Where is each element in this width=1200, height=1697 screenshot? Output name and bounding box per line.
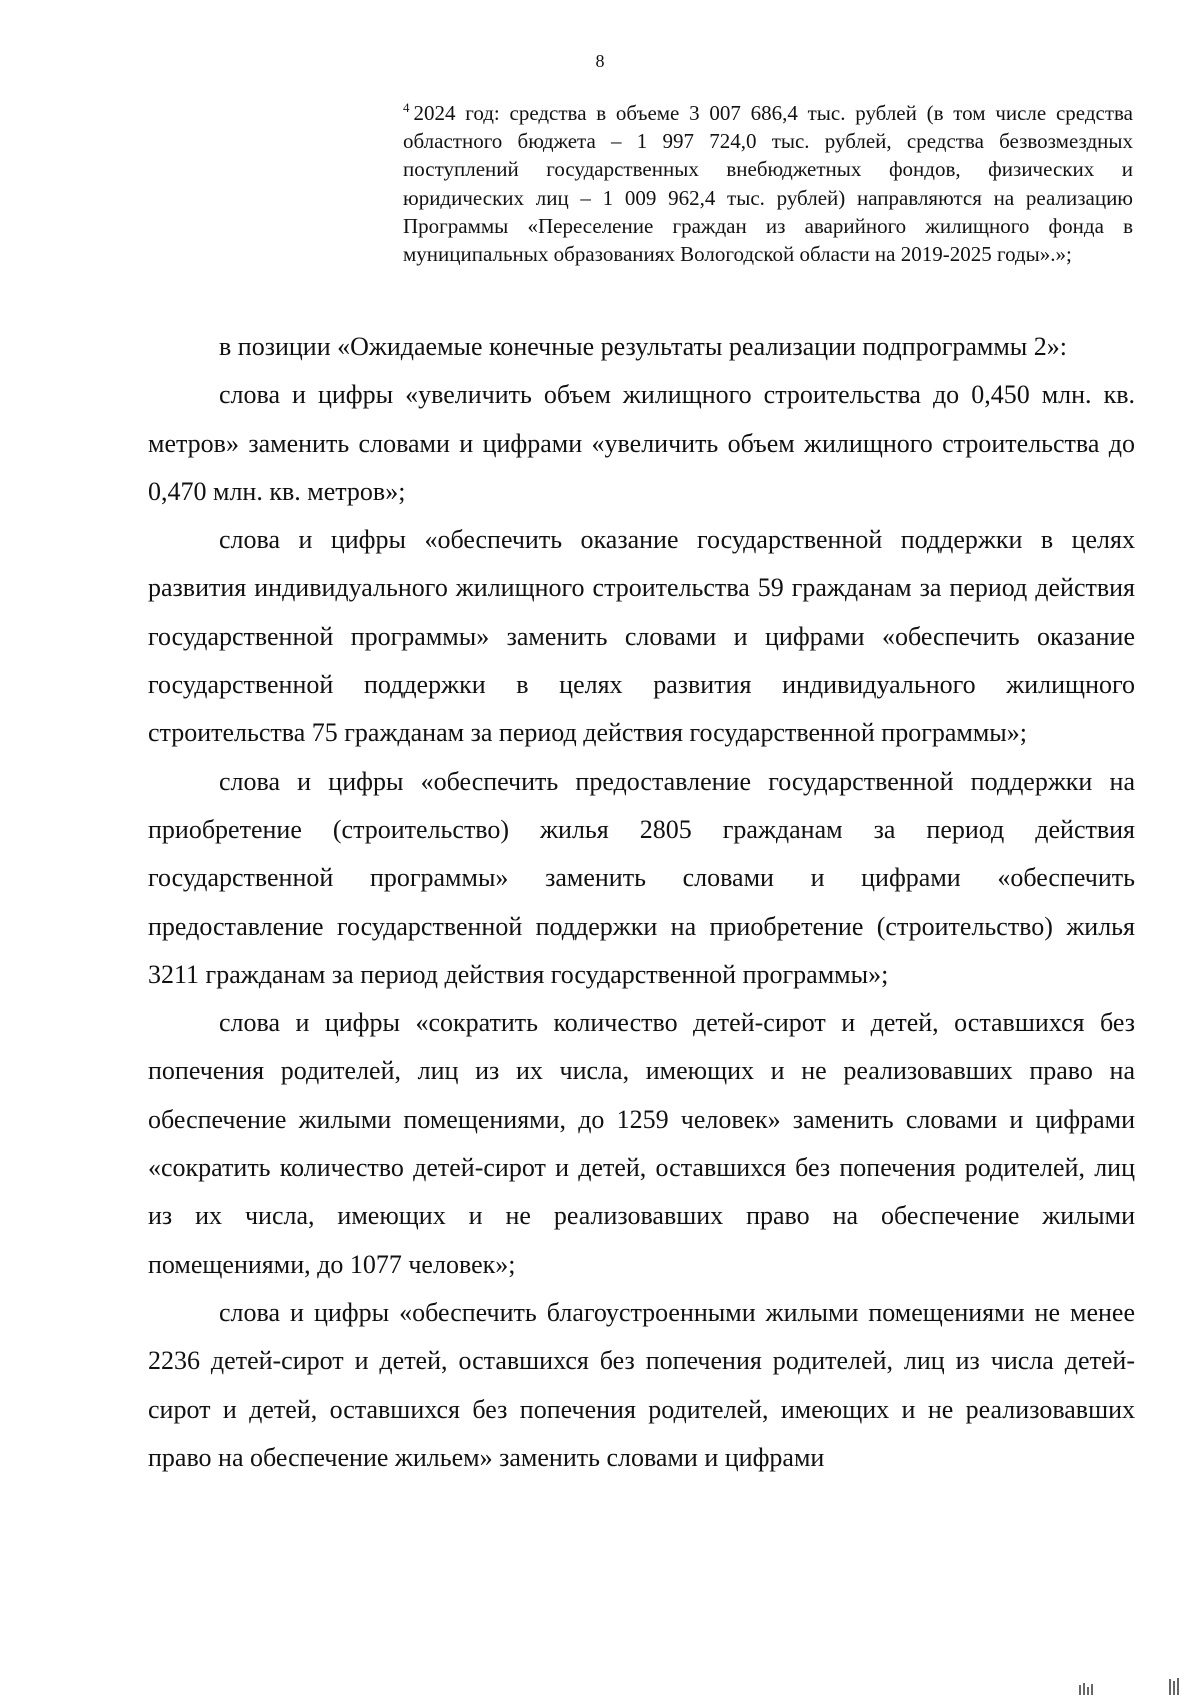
- footnote: [403, 94, 1133, 268]
- paragraph-position-heading: в позиции «Ожидаемые конечные результаты реализации подпрограммы 2»:: [219, 332, 1067, 361]
- paragraph-orphans-reduction: слова и цифры «сократить количество детей-сирот и детей, оставшихся без попечения родителей, лиц из их числа, имеющих и не реализовавших право на обеспечение жилыми помещениями, до 1259 человек» заменить словами и цифрами «сократить количество детей-сирот и детей, оставшихся без попечения родителей, лиц из их числа, имеющих и не реализовавших право на обеспечение жилыми помещениями, до 1077 человек»;: [148, 1008, 1135, 1279]
- page-number: 8: [595, 51, 605, 71]
- footnote-marker: 4: [403, 100, 410, 115]
- body-text: [148, 323, 1135, 1482]
- paragraph-housing-support: слова и цифры «обеспечить предоставление государственной поддержки на приобретение (строительство) жилья 2805 гражданам за период действия государственной программы» заменить словами и цифрами «обеспечить предоставление государственной поддержки на приобретение (строительство) жилья 3211 гражданам за период действия государственной программы»;: [148, 766, 1135, 989]
- paragraph-orphans-housing: слова и цифры «обеспечить благоустроенными жилыми помещениями не менее 2236 детей-сирот и детей, оставшихся без попечения родителей, лиц из числа детей-сирот и детей, оставшихся без попечения родителей, имеющих и не реализовавших право на обеспечение жильем» заменить словами и цифрами: [148, 1297, 1135, 1472]
- paragraph-housing-volume: слова и цифры «увеличить объем жилищного строительства до 0,450 млн. кв. метров» заменить словами и цифрами «увеличить объем жилищного строительства до 0,470 млн. кв. метров»;: [148, 380, 1135, 506]
- footnote-text: 2024 год: средства в объеме 3 007 686,4 тыс. рублей (в том числе средства областного бюджета – 1 997 724,0 тыс. рублей, средства безвозмездных поступлений государственных внебюджетных фондов, физических и юридических лиц – 1 009 962,4 тыс. рублей) направляются на реализацию Программы «Переселение граждан из аварийного жилищного фонда в муниципальных образованиях Вологодской области на 2019-2025 годы».»;: [403, 101, 1133, 267]
- scan-corner-marks: [1078, 1675, 1188, 1695]
- paragraph-individual-construction: слова и цифры «обеспечить оказание государственной поддержки в целях развития индивидуального жилищного строительства 59 гражданам за период действия государственной программы» заменить словами и цифрами «обеспечить оказание государственной поддержки в целях развития индивидуального жилищного строительства 75 гражданам за период действия государственной программы»;: [148, 525, 1135, 748]
